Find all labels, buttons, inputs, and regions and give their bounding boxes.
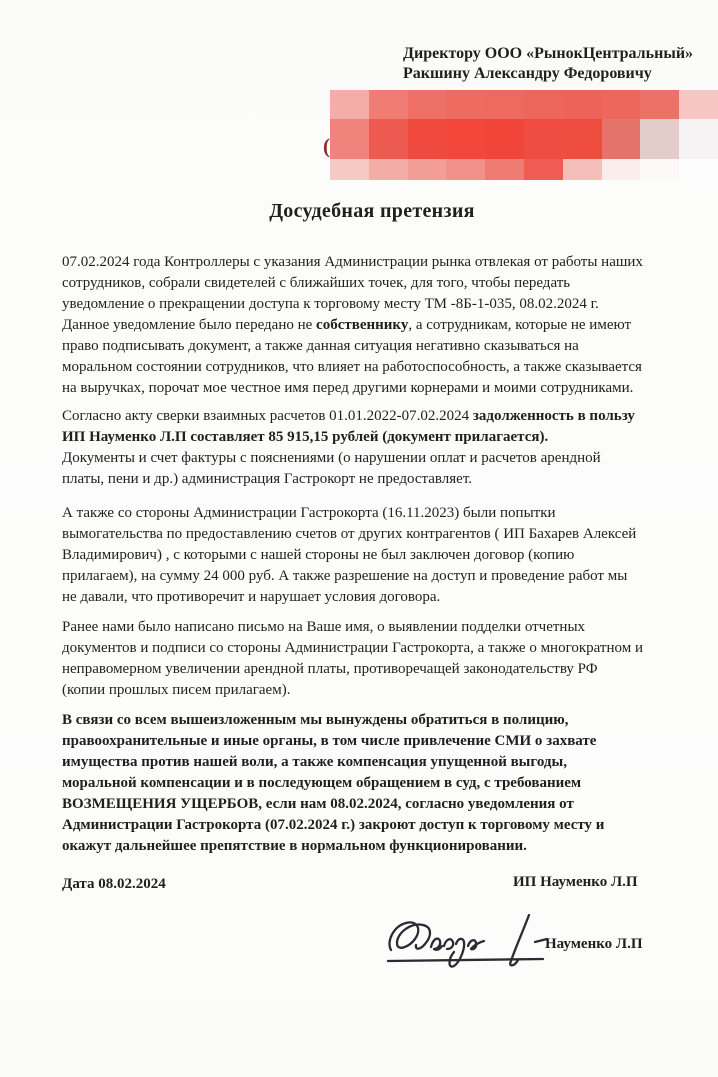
text-segment: задолженность в пользу [472, 408, 635, 424]
text-segment: документов и подписи со стороны Администрации Гастрокорта, а также о многократном и [62, 640, 643, 656]
redaction-cell [330, 159, 369, 180]
paragraph [62, 406, 708, 490]
text-segment: вымогательства по предоставлению счетов от других контрагентов ( ИП Бахарев Алексей [62, 526, 637, 542]
signature-strokes [388, 915, 547, 967]
text-segment: А также со стороны Администрации Гастрокорта (16.11.2023) были попытки [62, 505, 556, 521]
text-segment: платы, пени и др.) администрация Гастрокорт не предоставляет. [62, 471, 473, 487]
date-label: Дата 08.02.2024 [62, 876, 166, 892]
redaction-cell [679, 119, 718, 159]
text-segment: на выручках, порочат мое честное имя перед другими корнерами и моими сотрудниками. [62, 380, 634, 396]
text-segment: сотрудников, собрали свидетелей с ближайших точек, для того, чтобы передать [62, 275, 571, 291]
redaction-cell [485, 90, 524, 119]
redaction-cell [679, 90, 718, 119]
redaction-paren-artifact: ( [323, 134, 330, 158]
text-segment: ИП Науменко Л.П составляет 85 915,15 рублей (документ прилагается). [62, 429, 549, 445]
redaction-cell [446, 119, 485, 159]
redaction-cell [563, 159, 602, 180]
redaction-cell [485, 159, 524, 180]
recipient-block [403, 44, 693, 84]
text-segment: Ранее нами было написано письмо на Ваше имя, о выявлении подделки отчетных [62, 619, 586, 635]
text-segment: Согласно акту сверки взаимных расчетов 01.01.2022-07.02.2024 [62, 408, 473, 424]
paragraph [62, 252, 708, 399]
text-segment: уведомление о прекращении доступа к торговому месту ТМ -8Б-1-035, 08.02.2024 г. [62, 296, 599, 312]
redaction-cell [408, 159, 447, 180]
text-segment: Администрации Гастрокорта (07.02.2024 г.) закроют доступ к торговому месту и [62, 817, 605, 833]
handwritten-signature-icon [385, 908, 555, 980]
text-segment: неправомерном увеличении арендной платы, противоречащей законодательству РФ [62, 661, 598, 677]
redaction-cell [330, 119, 369, 159]
text-segment: правоохранительные и иные органы, в том числе привлечение СМИ о захвате [62, 733, 597, 749]
page-title: Досудебная претензия [269, 200, 475, 222]
redaction-row [330, 90, 718, 119]
redaction-cell [602, 90, 641, 119]
paragraph [62, 503, 708, 608]
redaction-cell [446, 159, 485, 180]
redaction-cell [679, 159, 718, 180]
text-segment: Данное уведомление было передано не [62, 317, 317, 333]
redaction-row [330, 159, 718, 180]
text-segment: 07.02.2024 года Контроллеры с указания Администрации рынка отвлекая от работы наших [62, 254, 643, 270]
redaction-cell [563, 90, 602, 119]
recipient-line-2: Ракшину Александру Федоровичу [403, 65, 652, 82]
redaction-mosaic [330, 90, 718, 180]
redaction-cell [524, 159, 563, 180]
text-segment: право подписывать документ, а также данная ситуация негативно сказываться на [62, 338, 579, 354]
text-segment: не давали, что противоречит и нарушает условия договора. [62, 589, 441, 605]
document-body [62, 252, 708, 857]
signer-name: ИП Науменко Л.П [513, 874, 638, 890]
text-segment: моральном состоянии сотрудников, что влияет на работоспособность, а также сказывается [62, 359, 642, 375]
signature-caption: Науменко Л.П [545, 936, 643, 952]
text-segment: , а сотрудникам, которые не имеют [408, 317, 632, 333]
redaction-cell [602, 159, 641, 180]
text-segment: ВОЗМЕЩЕНИЯ УЩЕРБОВ, если нам 08.02.2024, согласно уведомления от [62, 796, 574, 812]
redaction-cell [602, 119, 641, 159]
redaction-cell [369, 119, 408, 159]
redaction-cell [524, 90, 563, 119]
redaction-cell [640, 159, 679, 180]
text-segment: моральной компенсации и в последующем обращением в суд, с требованием [62, 775, 582, 791]
redaction-cell [640, 119, 679, 159]
paragraph [62, 710, 708, 857]
redaction-cell [524, 119, 563, 159]
redaction-cell [369, 159, 408, 180]
text-segment: Документы и счет фактуры с пояснениями (о нарушении оплат и расчетов арендной [62, 450, 601, 466]
redaction-cell [330, 90, 369, 119]
text-segment: прилагаем), на сумму 24 000 руб. А также разрешение на доступ и проведение работ мы [62, 568, 628, 584]
text-segment: (копии прошлых писем прилагаем). [62, 682, 291, 698]
redaction-cell [408, 119, 447, 159]
redaction-cell [408, 90, 447, 119]
recipient-line-1: Директору ООО «РынокЦентральный» [403, 45, 694, 62]
text-segment: собственнику [316, 317, 409, 333]
redaction-cell [446, 90, 485, 119]
paragraph [62, 617, 708, 701]
redaction-cell [369, 90, 408, 119]
text-segment: имущества против нашей воли, а также компенсация упущенной выгоды, [62, 754, 567, 770]
text-segment: Владимирович) , с которыми с нашей стороны не был заключен договор (копию [62, 547, 575, 563]
text-segment: В связи со всем вышеизложенным мы вынуждены обратиться в полицию, [62, 712, 569, 728]
text-segment: окажут дальнейшее препятствие в нормальном функционировании. [62, 838, 527, 854]
redaction-cell [485, 119, 524, 159]
redaction-cell [563, 119, 602, 159]
redaction-cell [640, 90, 679, 119]
redaction-row [330, 119, 718, 159]
